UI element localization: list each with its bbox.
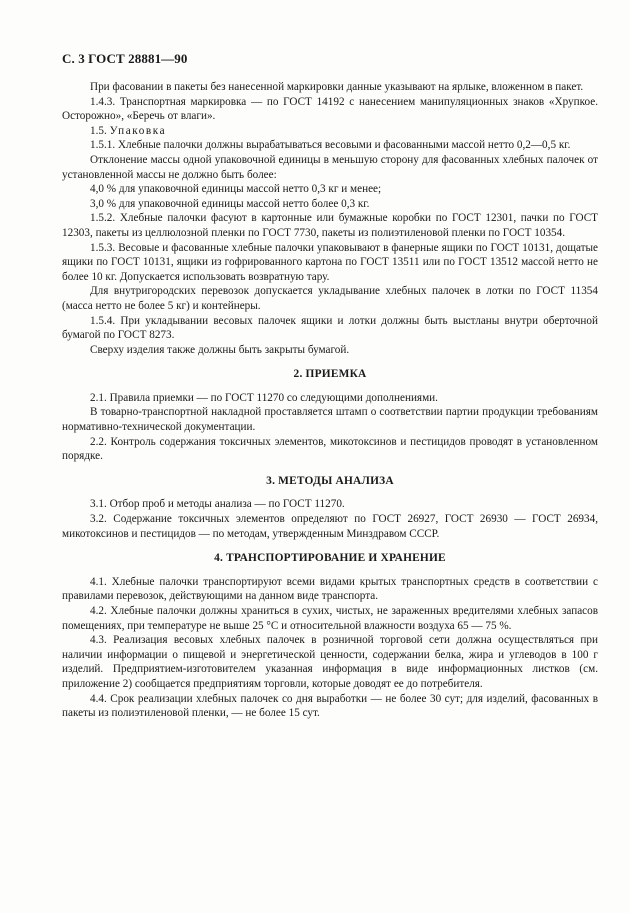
paragraph: 1.5.3. Весовые и фасованные хлебные палочки упаковывают в фанерные ящики по ГОСТ 10131, дощатые ящики по ГОСТ 10131, ящики из гофрированного картона по ГОСТ 13511 или по ГОСТ 13512 массой нетто не более 10 кг. Допускается использовать возвратную тару. — [62, 241, 598, 283]
subsection-number: 1.5. — [90, 124, 107, 137]
paragraph: Для внутригородских перевозок допускается укладывание хлебных палочек в лотки по ГОСТ 11354 (масса нетто не более 5 кг) и контейнеры. — [62, 285, 598, 312]
paragraph: 3.2. Содержание токсичных элементов определяют по ГОСТ 26927, ГОСТ 26930 — ГОСТ 26934, микотоксинов и пестицидов — по методам, утвержденным Минздравом СССР. — [62, 513, 598, 540]
paragraph: 1.4.3. Транспортная маркировка — по ГОСТ 14192 с нанесением манипуляционных знаков «Хрупкое. Осторожно», «Беречь от влаги». — [62, 95, 598, 123]
subsection-title: Упаковка — [109, 124, 167, 137]
paragraph: При фасовании в пакеты без нанесенной маркировки данные указывают на ярлыке, вложенном в пакет. — [90, 81, 584, 93]
paragraph: Отклонение массы одной упаковочной единицы в меньшую сторону для фасованных хлебных палочек от установленной массы не должно быть более: — [62, 153, 598, 181]
paragraph: 4.4. Срок реализации хлебных палочек со дня выработки — не более 30 сут; для изделий, фасованных в пакеты из полиэтиленовой пленки, — не более 15 сут. — [62, 692, 598, 720]
paragraph: 4.2. Хлебные палочки должны храниться в сухих, чистых, не зараженных вредителями хлебных запасов помещениях, при температуре не выше 25 °С и относительной влажности воздуха 65 — 75 %. — [62, 605, 598, 632]
paragraph: 2.2. Контроль содержания токсичных элементов, микотоксинов и пестицидов проводят в установленном порядке. — [62, 435, 598, 463]
page-header: С. 3 ГОСТ 28881—90 — [62, 51, 188, 66]
paragraph: 4.3. Реализация весовых хлебных палочек в розничной торговой сети должна осуществляться при наличии информации о пищевой и энергетической ценности, содержании белка, жира и углеводов в 100 г изделий. Предприятием-изготовителем указанная информация в виде информационных листков (см. приложение 2) сообщается предприятиям торговли, которые доводят ее до потребителя. — [62, 634, 598, 690]
document-body — [62, 80, 598, 721]
section-heading: 4. ТРАНСПОРТИРОВАНИЕ И ХРАНЕНИЕ — [214, 552, 446, 565]
paragraph: 1.5.1. Хлебные палочки должны вырабатываться весовыми и фасованными массой нетто 0,2—0,5 кг. — [90, 139, 571, 152]
section-heading: 3. МЕТОДЫ АНАЛИЗА — [266, 474, 394, 487]
paragraph: 3.1. Отбор проб и методы анализа — по ГОСТ 11270. — [90, 498, 345, 511]
paragraph: 4,0 % для упаковочной единицы массой нетто 0,3 кг и менее; — [90, 183, 382, 196]
paragraph: 4.1. Хлебные палочки транспортируют всеми видами крытых транспортных средств в соответствии с правилами перевозок, действующими на данном виде транспорта. — [62, 575, 598, 603]
paragraph: Сверху изделия также должны быть закрыты бумагой. — [90, 343, 350, 356]
paragraph: 3,0 % для упаковочной единицы массой нетто более 0,3 кг. — [90, 197, 370, 210]
paragraph: В товарно-транспортной накладной проставляется штамп о соответствии партии продукции требованиям нормативно-технической документации. — [62, 406, 598, 434]
paragraph: 1.5.2. Хлебные палочки фасуют в картонные или бумажные коробки по ГОСТ 12301, пачки по ГОСТ 12303, пакеты из целлюлозной пленки по ГОСТ 7730, пакеты из полиэтиленовой пленки по ГОСТ 10354. — [62, 212, 598, 239]
subsection-heading — [62, 124, 598, 139]
section-heading: 2. ПРИЕМКА — [293, 368, 367, 381]
paragraph: 1.5.4. При укладывании весовых палочек ящики и лотки должны быть выстланы внутри оберточной бумагой по ГОСТ 8273. — [62, 314, 598, 342]
paragraph: 2.1. Правила приемки — по ГОСТ 11270 со следующими дополнениями. — [90, 391, 438, 404]
